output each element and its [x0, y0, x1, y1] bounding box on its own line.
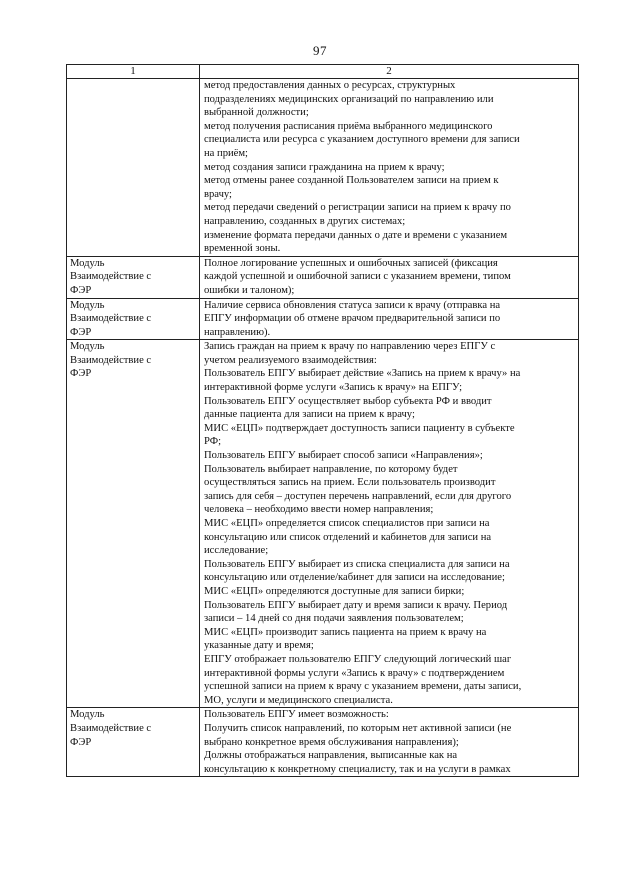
module-label-line: Модуль: [70, 341, 105, 353]
module-label-line: ФЭР: [70, 284, 92, 296]
description-line: направлению).: [204, 326, 271, 338]
description-line: консультацию к конкретному специалисту, так и на услуги в рамках: [204, 763, 511, 775]
module-label-line: Взаимодействие с: [70, 354, 152, 366]
description-line: учетом реализуемого взаимодействия:: [204, 354, 377, 366]
description-line: Получить список направлений, по которым нет активной записи (не: [204, 722, 512, 734]
table-row: [67, 708, 579, 777]
description-line: Должны отображаться направления, выписанные как на: [204, 750, 458, 762]
description-line: Запись граждан на прием к врачу по направлению через ЕПГУ с: [204, 341, 496, 353]
column-header-2: 2: [200, 65, 579, 79]
module-cell: [67, 256, 200, 298]
description-line: каждой успешной и ошибочной записи с указанием времени, типом: [204, 271, 511, 283]
table-row: [67, 298, 579, 340]
description-cell: [200, 708, 579, 777]
module-label-line: Модуль: [70, 299, 105, 311]
description-line: интерактивной форме услуги «Запись к врачу» на ЕПГУ;: [204, 382, 463, 394]
description-cell: [200, 256, 579, 298]
description-line: интерактивной формы услуги «Запись к врачу» с подтверждением: [204, 667, 505, 679]
description-line: запись для себя – доступен перечень направлений, если для другого: [204, 490, 512, 502]
description-line: осуществляться запись на прием. Если пользователь производит: [204, 477, 496, 489]
description-line: консультацию или отделение/кабинет для записи на исследование;: [204, 572, 505, 584]
module-cell: [67, 79, 200, 257]
description-line: ЕПГУ информации об отмене врачом предварительной записи по: [204, 313, 501, 325]
description-line: ЕПГУ отображает пользователю ЕПГУ следующий логический шаг: [204, 653, 512, 665]
description-line: специалиста или ресурса с указанием доступного времени для записи: [204, 134, 520, 146]
description-cell: [200, 79, 579, 257]
module-label-line: ФЭР: [70, 326, 92, 338]
description-line: подразделениях медицинских организаций по направлению или: [204, 93, 494, 105]
description-line: Пользователь ЕПГУ имеет возможность:: [204, 709, 389, 721]
description-line: метод отмены ранее созданной Пользователем записи на прием к: [204, 175, 499, 187]
description-line: врачу;: [204, 188, 233, 200]
description-line: выбрано конкретное время обслуживания направления);: [204, 736, 459, 748]
description-line: МИС «ЕЦП» подтверждает доступность записи пациенту в субъекте: [204, 422, 515, 434]
description-line: метод предоставления данных о ресурсах, структурных: [204, 80, 456, 91]
description-line: МО, услуги и медицинского специалиста.: [204, 694, 393, 706]
description-line: метод создания записи гражданина на прием к врачу;: [204, 161, 445, 173]
description-line: данные пациента для записи на прием к врачу;: [204, 409, 415, 421]
description-line: на приём;: [204, 147, 249, 159]
description-line: человека – необходимо ввести номер направления;: [204, 504, 434, 516]
description-cell: [200, 298, 579, 340]
description-cell: [200, 340, 579, 708]
description-line: МИС «ЕЦП» определяются доступные для записи бирки;: [204, 585, 465, 597]
table-header-row: [67, 65, 579, 79]
table-row: [67, 340, 579, 708]
description-line: записи – 14 дней со дня подачи заявления пользователем;: [204, 613, 464, 625]
description-line: ошибки и талоном);: [204, 284, 295, 296]
description-line: МИС «ЕЦП» производит запись пациента на прием к врачу на: [204, 626, 487, 638]
module-label-line: Модуль: [70, 709, 105, 721]
module-cell: [67, 298, 200, 340]
column-header-1: 1: [67, 65, 200, 79]
specification-table: [66, 64, 579, 777]
description-line: метод передачи сведений о регистрации записи на прием к врачу по: [204, 202, 511, 214]
description-line: выбранной должности;: [204, 107, 309, 119]
module-label-line: Взаимодействие с: [70, 722, 152, 734]
description-line: консультацию или список отделений и кабинетов для записи на: [204, 531, 492, 543]
description-line: Пользователь ЕПГУ выбирает из списка специалиста для записи на: [204, 558, 510, 570]
table-body: [67, 79, 579, 777]
table-row: [67, 256, 579, 298]
description-line: Пользователь ЕПГУ выбирает действие «Запись на прием к врачу» на: [204, 368, 521, 380]
module-label-line: ФЭР: [70, 736, 92, 748]
description-line: успешной записи на прием к врачу с указанием времени, даты записи,: [204, 681, 522, 693]
table-row: [67, 79, 579, 257]
description-line: Пользователь выбирает направление, по которому будет: [204, 463, 458, 475]
description-line: исследование;: [204, 545, 269, 557]
description-line: Наличие сервиса обновления статуса записи к врачу (отправка на: [204, 299, 501, 311]
description-line: Пользователь ЕПГУ выбирает дату и время записи к врачу. Период: [204, 599, 508, 611]
description-line: направлению, созданных в других системах;: [204, 215, 406, 227]
module-label-line: Взаимодействие с: [70, 313, 152, 325]
description-line: изменение формата передачи данных о дате и времени с указанием: [204, 229, 508, 241]
description-line: Пользователь ЕПГУ выбирает способ записи «Направления»;: [204, 450, 483, 462]
description-line: Пользователь ЕПГУ осуществляет выбор субъекта РФ и вводит: [204, 395, 492, 407]
page-number: 97: [313, 43, 327, 58]
module-label-line: Модуль: [70, 257, 105, 269]
description-line: временной зоны.: [204, 243, 281, 255]
module-cell: [67, 708, 200, 777]
description-line: МИС «ЕЦП» определяется список специалистов при записи на: [204, 518, 490, 529]
description-line: РФ;: [204, 436, 222, 448]
module-label-line: Взаимодействие с: [70, 271, 152, 283]
description-line: метод получения расписания приёма выбранного медицинского: [204, 120, 493, 132]
module-label-line: ФЭР: [70, 368, 92, 380]
module-cell: [67, 340, 200, 708]
description-line: Полное логирование успешных и ошибочных записей (фиксация: [204, 257, 498, 269]
description-line: указанные дату и время;: [204, 640, 314, 652]
